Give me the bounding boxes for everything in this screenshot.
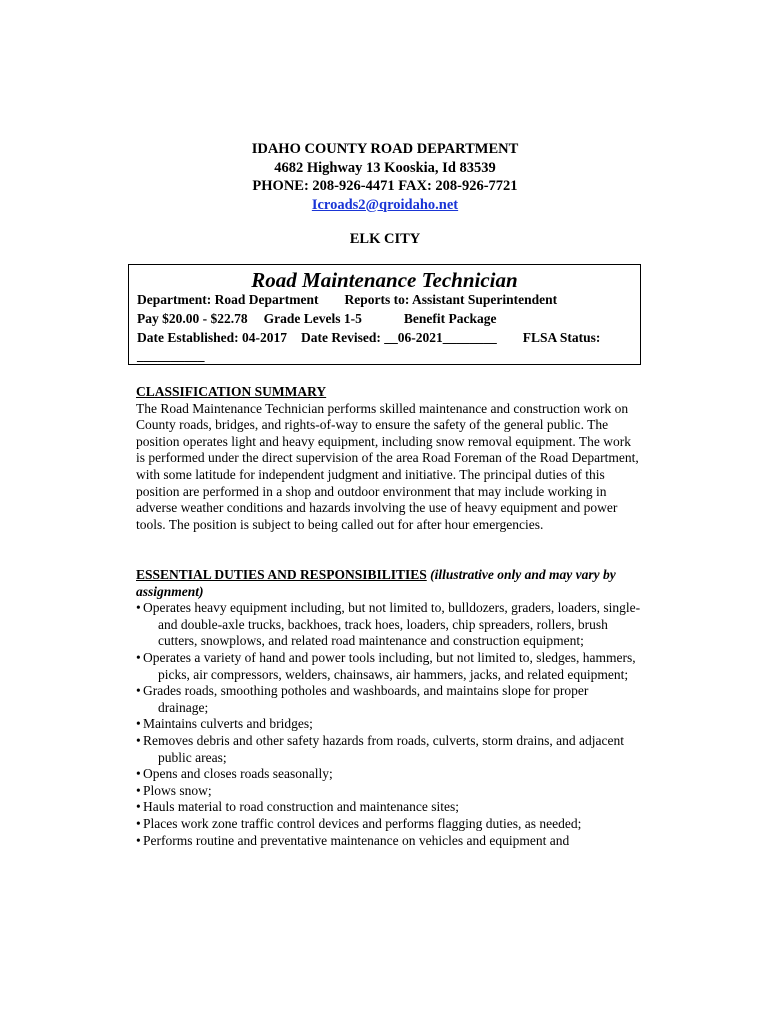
grade-levels: Grade Levels 1-5 [263, 311, 362, 326]
bullet-icon: • [136, 766, 141, 782]
duty-text: Maintains culverts and bridges; [143, 716, 313, 732]
duty-text: Plows snow; [143, 782, 212, 798]
benefit-package: Benefit Package [403, 311, 497, 326]
bullet-icon: • [136, 600, 141, 616]
bullet-icon: • [136, 732, 141, 748]
duty-item [136, 650, 641, 683]
duties-heading-note: (illustrative only and may vary by assignment) [136, 567, 616, 599]
duties-heading-line [136, 567, 641, 600]
duty-item [136, 733, 641, 766]
org-address: 4682 Highway 13 Kooskia, Id 83539 [274, 159, 496, 176]
job-title: Road Maintenance Technician [251, 268, 518, 292]
duties-list [136, 600, 641, 849]
classification-body: The Road Maintenance Technician performs skilled maintenance and construction work on County roads, bridges, and rights-of-way to ensure the safety of the general public. The position operates light and heavy equipment, including snow removal equipment. The work is performed under the direct supervision of the area Road Foreman of the Road Department, with some latitude for independent judgment and initiative. The principal duties of this position are performed in a shop and outdoor environment that may include working in adverse weather conditions and hazards involving the use of heavy equipment and power tools. The position is subject to being called out for after hour emergencies. [136, 400, 639, 532]
duty-text: Hauls material to road construction and maintenance sites; [143, 799, 460, 815]
org-phone-fax: PHONE: 208-926-4471 FAX: 208-926-7721 [252, 178, 518, 194]
duty-item [136, 833, 641, 850]
duties-section [136, 567, 641, 849]
job-row-dates [137, 330, 600, 346]
duty-text: Removes debris and other safety hazards from roads, culverts, storm drains, and adjacent public areas; [143, 732, 624, 765]
date-revised: Date Revised: __06-2021________ [301, 330, 497, 345]
duties-heading: ESSENTIAL DUTIES AND RESPONSIBILITIES [136, 567, 427, 582]
duty-item [136, 799, 641, 816]
duty-text: Operates a variety of hand and power tools including, but not limited to, sledges, hammers, picks, air compressors, welders, chainsaws, air hammers, jacks, and related equipment; [143, 649, 636, 682]
classification-heading: CLASSIFICATION SUMMARY [136, 384, 327, 399]
location-city: ELK CITY [349, 231, 421, 247]
duty-text: Operates heavy equipment including, but not limited to, bulldozers, graders, loaders, single- and double-axle trucks, backhoes, track hoes, loaders, chip spreaders, rollers, brush cutters, snowplows, and related road maintenance and construction equipment; [143, 600, 641, 649]
bullet-icon: • [136, 683, 141, 699]
flsa-status-value: __________ [137, 348, 205, 363]
classification-summary-section [136, 384, 641, 533]
duty-text: Grades roads, smoothing potholes and washboards, and maintains slope for proper drainage; [143, 683, 589, 715]
reports-to: Reports to: Assistant Superintendent [344, 292, 558, 307]
bullet-icon: • [136, 832, 141, 848]
bullet-icon: • [136, 649, 141, 665]
department: Department: Road Department [137, 292, 319, 307]
bullet-icon: • [136, 815, 141, 831]
duty-text: Places work zone traffic control devices and performs flagging duties, as needed; [143, 815, 582, 831]
duty-text: Performs routine and preventative maintenance on vehicles and equipment and [143, 832, 570, 848]
date-established: Date Established: 04-2017 [137, 330, 288, 345]
duty-item [136, 716, 641, 733]
bullet-icon: • [136, 799, 141, 815]
duty-item [136, 766, 641, 783]
email-link[interactable]: Icroads2@qroidaho.net [311, 196, 459, 213]
job-info-box [128, 264, 641, 365]
duty-item [136, 600, 641, 650]
job-row-department [137, 292, 557, 308]
bullet-icon: • [136, 782, 141, 798]
org-name: IDAHO COUNTY ROAD DEPARTMENT [251, 141, 519, 157]
duty-item [136, 783, 641, 800]
duty-item [136, 683, 641, 716]
flsa-status-label: FLSA Status: [522, 330, 601, 345]
pay-range: Pay $20.00 - $22.78 [137, 311, 248, 326]
job-row-pay [137, 311, 496, 327]
duty-item [136, 816, 641, 833]
bullet-icon: • [136, 716, 141, 732]
duty-text: Opens and closes roads seasonally; [143, 766, 333, 782]
letterhead [0, 140, 770, 249]
